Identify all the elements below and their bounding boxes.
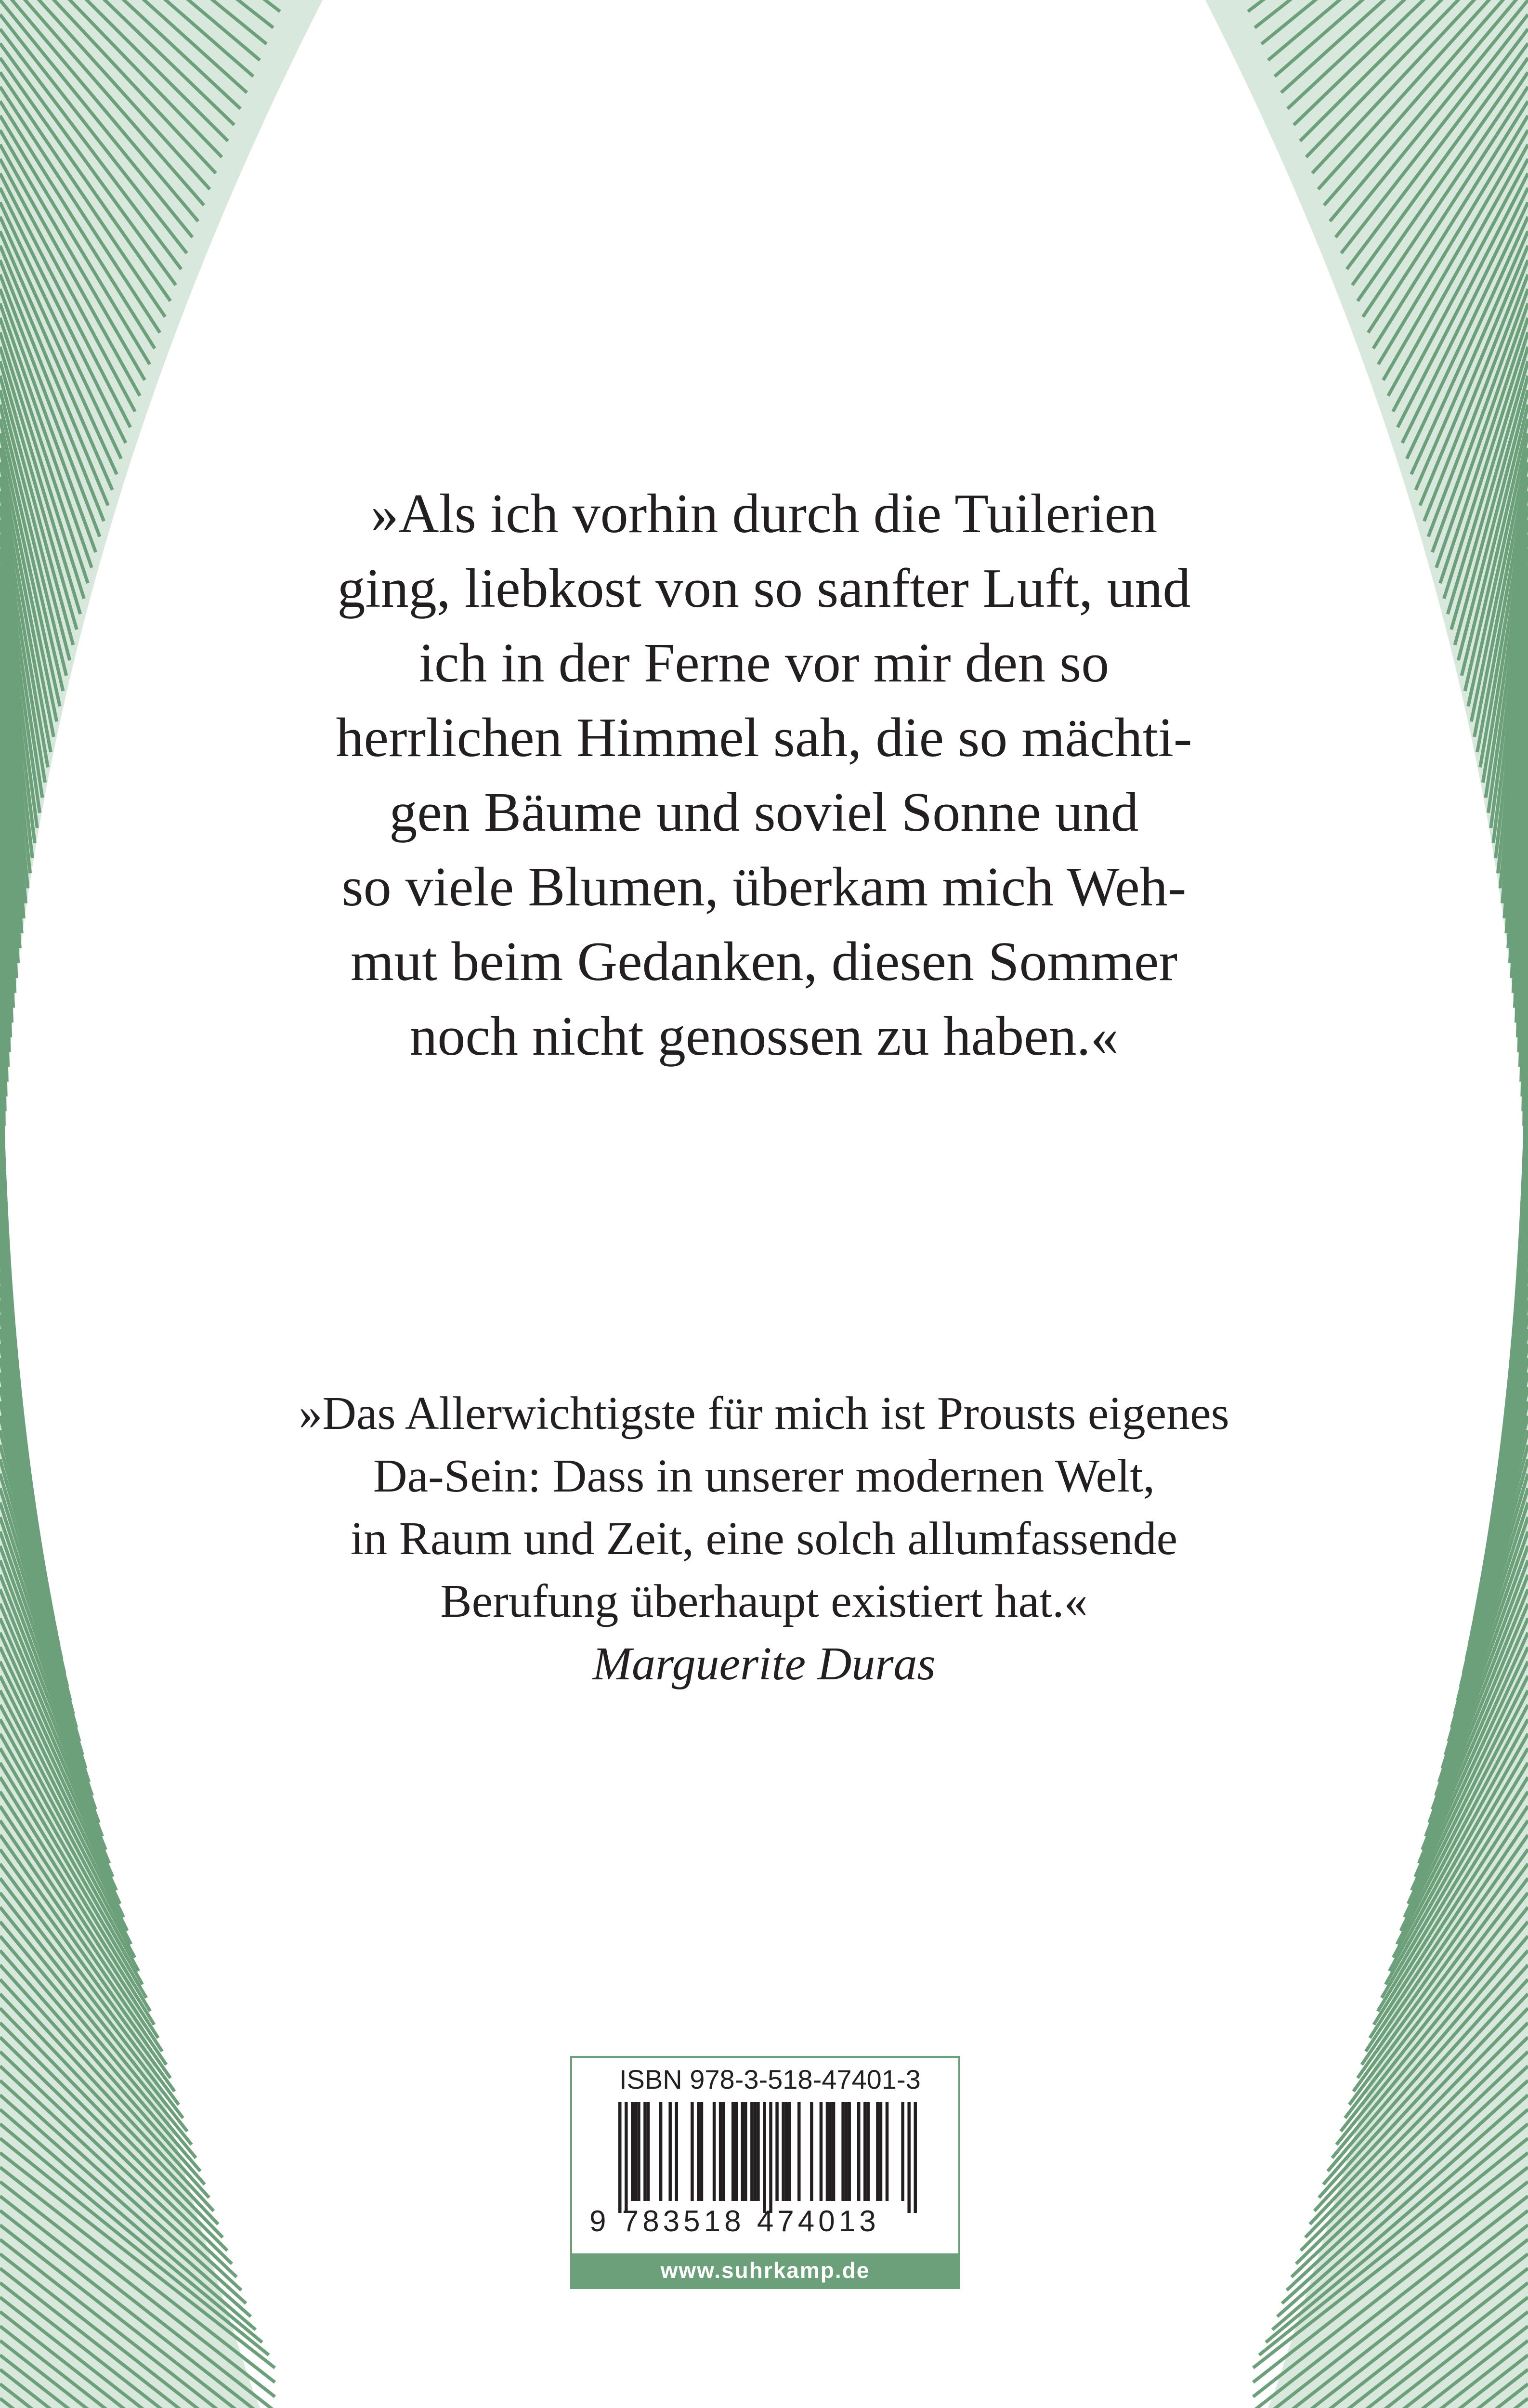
barcode-bar xyxy=(826,2102,829,2201)
testimonial-line: in Raum und Zeit, eine solch allumfassende xyxy=(350,1513,1178,1565)
barcode-bar xyxy=(879,2102,883,2201)
barcode-bar xyxy=(775,2102,779,2201)
barcode-bar xyxy=(820,2102,823,2201)
barcode-bar xyxy=(907,2102,911,2213)
barcode-bar xyxy=(769,2102,772,2213)
testimonial-attribution: Marguerite Duras xyxy=(592,1638,936,1690)
barcode-bar xyxy=(788,2102,791,2201)
barcode-bar xyxy=(845,2102,848,2201)
barcode-bar xyxy=(634,2102,638,2201)
testimonial-quote xyxy=(0,1382,1528,1695)
testimonial-line: Berufung überhaupt existiert hat.« xyxy=(440,1575,1088,1627)
barcode-bar xyxy=(659,2102,663,2201)
main-quote-line: »Als ich vorhin durch die Tuilerien xyxy=(370,483,1158,545)
barcode-bar xyxy=(643,2102,647,2201)
testimonial-line: Da-Sein: Dass in unserer modernen Welt, xyxy=(373,1450,1155,1502)
barcode-bar xyxy=(763,2102,766,2213)
barcode-bar xyxy=(637,2102,640,2201)
barcode-bar xyxy=(841,2102,845,2201)
barcode-bar xyxy=(647,2102,650,2201)
barcode-bar xyxy=(731,2102,735,2201)
barcode-bar xyxy=(848,2102,851,2201)
barcode-bar xyxy=(754,2102,757,2201)
publisher-website: www.suhrkamp.de xyxy=(572,2253,958,2287)
barcode-bar xyxy=(914,2102,917,2213)
barcode-bar xyxy=(901,2102,904,2201)
barcode-bar xyxy=(750,2102,754,2201)
barcode-bar xyxy=(668,2102,672,2201)
barcode-bar xyxy=(741,2102,744,2201)
main-quote xyxy=(0,477,1528,1074)
barcode-bar xyxy=(876,2102,879,2201)
barcode-bar xyxy=(618,2102,622,2213)
barcode-bar xyxy=(719,2102,722,2201)
barcode-bar xyxy=(886,2102,889,2201)
barcode-bar xyxy=(744,2102,747,2201)
barcode-bar xyxy=(713,2102,716,2201)
barcode-digits: 9 783518 474013 xyxy=(589,2205,880,2238)
barcode-bar xyxy=(722,2102,725,2201)
barcode-bar xyxy=(700,2102,704,2201)
main-quote-line: noch nicht genossen zu haben.« xyxy=(409,1006,1119,1067)
main-quote-line: herrlichen Himmel sah, die so mächti- xyxy=(336,707,1192,769)
barcode-bar xyxy=(810,2102,813,2201)
barcode-bar xyxy=(625,2102,628,2213)
barcode-bar xyxy=(797,2102,801,2201)
barcode-bar xyxy=(867,2102,870,2201)
main-quote-line: mut beim Gedanken, diesen Sommer xyxy=(350,931,1178,993)
barcode-bar xyxy=(734,2102,738,2201)
barcode-bar xyxy=(675,2102,678,2201)
barcode-bar xyxy=(697,2102,700,2201)
testimonial-line: »Das Allerwichtigste für mich ist Prousts eigenes xyxy=(299,1387,1229,1440)
main-quote-line: ging, liebkost von so sanfter Luft, und xyxy=(337,558,1191,619)
barcode-bar xyxy=(631,2102,634,2201)
barcode-bar xyxy=(832,2102,836,2201)
barcode-bar xyxy=(863,2102,867,2201)
barcode-box xyxy=(570,2056,960,2289)
barcode-bar xyxy=(757,2102,760,2201)
barcode-bars xyxy=(618,2102,917,2213)
barcode-bar xyxy=(857,2102,861,2201)
barcode-bar xyxy=(782,2102,785,2201)
barcode-bar xyxy=(785,2102,788,2201)
isbn-label: ISBN 978-3-518-47401-3 xyxy=(619,2064,921,2094)
main-quote-line: gen Bäume und soviel Sonne und xyxy=(389,782,1139,843)
main-quote-line: ich in der Ferne vor mir den so xyxy=(418,632,1110,694)
barcode-bar xyxy=(829,2102,832,2201)
main-quote-line: so viele Blumen, überkam mich Weh- xyxy=(341,856,1187,918)
barcode-bar xyxy=(691,2102,694,2201)
